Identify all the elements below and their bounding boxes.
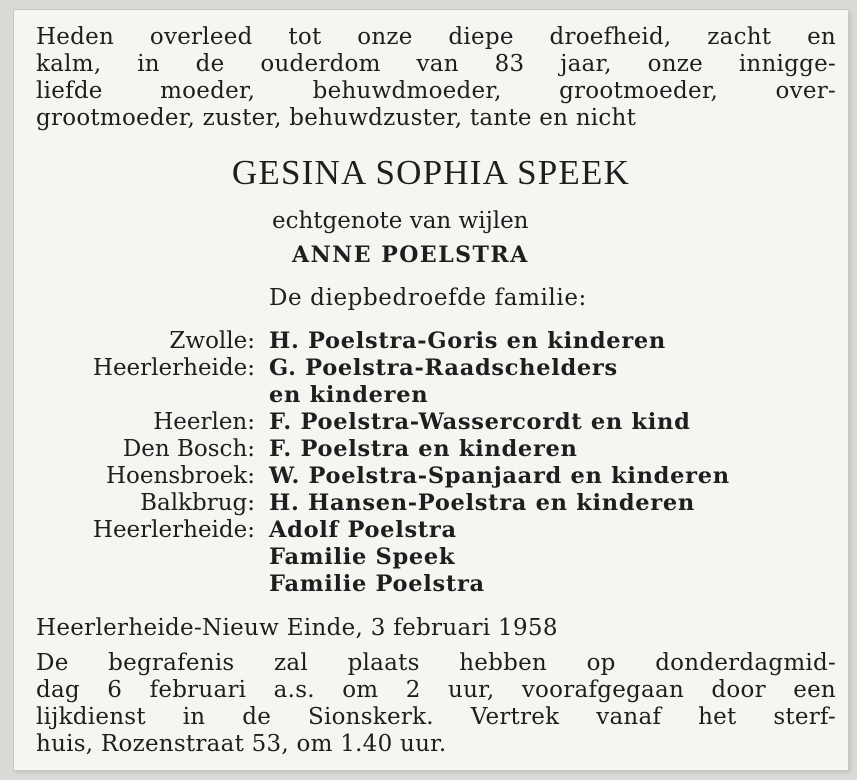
family-place: Heerlen: [153,409,255,435]
intro-line: liefde moeder, behuwdmoeder, grootmoeder, over- [36,78,836,104]
family-row [14,355,848,382]
family-row [14,409,848,436]
intro-line: grootmoeder, zuster, behuwdzuster, tante en nicht [36,105,637,131]
intro-line: Heden overleed tot onze diepe droefheid, zacht en [36,24,836,50]
family-row [14,571,848,598]
funeral-line: huis, Rozenstraat 53, om 1.40 uur. [36,731,447,757]
family-row [14,490,848,517]
family-place: Balkbrug: [140,490,255,516]
funeral-line: De begrafenis zal plaats hebben op donderdagmid- [36,650,836,676]
family-row [14,382,848,409]
family-row [14,544,848,571]
family-members: F. Poelstra en kinderen [269,436,578,462]
family-members: G. Poelstra-Raadschelders [269,355,618,381]
family-place: Den Bosch: [122,436,255,462]
family-row [14,436,848,463]
place-date-line: Heerlerheide-Nieuw Einde, 3 februari 1958 [36,615,558,641]
family-place: Hoensbroek: [106,463,255,489]
spouse-name: ANNE POELSTRA [292,242,529,268]
family-members: W. Poelstra-Spanjaard en kinderen [269,463,730,489]
family-members: Familie Speek [269,544,456,570]
family-row [14,463,848,490]
family-members: F. Poelstra-Wassercordt en kind [269,409,691,435]
family-row [14,517,848,544]
family-row [14,328,848,355]
family-members: H. Poelstra-Goris en kinderen [269,328,666,354]
intro-line: kalm, in de ouderdom van 83 jaar, onze innigge- [36,51,836,77]
family-list [14,328,848,598]
family-members: Familie Poelstra [269,571,485,597]
funeral-line: dag 6 februari a.s. om 2 uur, voorafgegaan door een [36,677,836,703]
family-members: en kinderen [269,382,429,408]
death-notice-clipping [14,10,848,770]
intro-paragraph [36,24,836,132]
family-members: Adolf Poelstra [269,517,457,543]
funeral-paragraph [36,650,836,758]
spouse-label: echtgenote van wijlen [272,208,529,234]
family-place: Heerlerheide: [92,517,255,543]
family-members: H. Hansen-Poelstra en kinderen [269,490,695,516]
family-place: Zwolle: [169,328,255,354]
family-place: Heerlerheide: [92,355,255,381]
deceased-name: GESINA SOPHIA SPEEK [231,153,631,192]
funeral-line: lijkdienst in de Sionskerk. Vertrek vanaf het sterf- [36,704,836,730]
family-heading: De diepbedroefde familie: [269,285,587,311]
